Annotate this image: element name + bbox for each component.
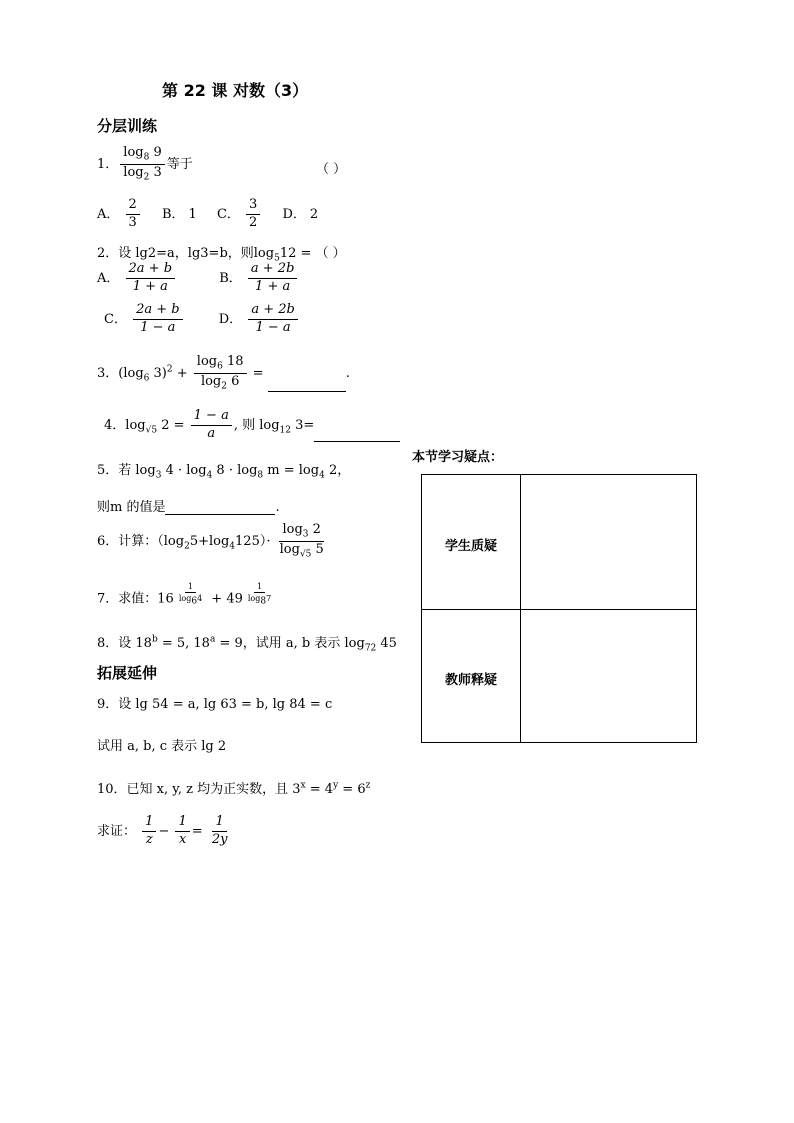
question-6: 6．计算：$(\log_25+\log_4125)\cdot$ $\frac{\log_3 2}{\log_{√5} 5}$ — [97, 522, 324, 560]
section-heading-doubts: 本节学习疑点： — [412, 450, 504, 465]
label-teacher-answers: 教师释疑 — [444, 673, 497, 688]
q1-answer-paren: （ ） — [316, 162, 347, 177]
student-questions-cell[interactable] — [521, 475, 696, 609]
q5-line2: 则m 的值是 . — [97, 500, 280, 515]
question-2: 2．设 lg2=a，lg3=b，则$\log_512$ = （ ） — [97, 246, 346, 264]
doubts-table — [421, 474, 697, 743]
question-8: 8．设 $18^b = 5$, $18^a = 9$，试用 a, b 表示 $\log_{72} 45$ — [97, 634, 397, 654]
question-9: 9．设 lg 54 = a, lg 63 = b, lg 84 = c — [97, 697, 333, 712]
section-heading-layered: 分层训练 — [97, 117, 158, 135]
q2-options-cd: C． $\frac{2a + b}{1 - a}$ D． $\frac{a + 2b}{1 - a}$ — [104, 303, 300, 336]
q10-prove: 求证： $\frac{1}{z}$ − $\frac{1}{x}$ = $\frac{1}{2y}$ — [97, 814, 228, 847]
q2-options-ab: A． $\frac{2a + b}{1 + a}$ B． $\frac{a + 2b}{1 + a}$ — [97, 262, 299, 295]
label-student-questions: 学生质疑 — [444, 539, 497, 554]
q4-answer-blank[interactable] — [314, 429, 400, 442]
q5-answer-blank[interactable] — [165, 502, 275, 515]
question-4: 4．$\log_{√5} 2$ = $\frac{1 - a}{a}$ , 则 $\log_{12} 3=$ — [104, 409, 400, 442]
question-5: 5．若 $\log_3 4 \cdot \log_4 8 \cdot \log_8 m = \log_4 2$， — [97, 463, 351, 481]
teacher-answers-cell[interactable] — [521, 610, 696, 742]
question-7: 7．求值：16 $^{\frac{1}{\log_64}}$ + 49 $^{\frac{1}{\log_87}}$ — [97, 582, 272, 607]
question-3: 3．($\log_6$ 3)$^2$ + $\frac{\log_6 18}{\log_2 6}$ = . — [97, 354, 350, 392]
section-heading-extension: 拓展延伸 — [97, 664, 158, 682]
q1-options: A． $\frac{2}{3}$ B． 1 C． $\frac{3}{2}$ D． 2 — [97, 197, 319, 230]
q3-answer-blank[interactable] — [268, 379, 346, 392]
question-1 — [97, 146, 193, 183]
q1-fraction: $\frac{\log_8 9}{\log_2 3}$ — [120, 146, 164, 183]
page-title: 第 22 课 对数（3） — [162, 81, 309, 100]
q9-line2: 试用 a, b, c 表示 lg 2 — [97, 739, 227, 754]
q1-number: 1． — [97, 156, 119, 172]
question-10: 10．已知 x, y, z 均为正实数，且 $3^x = 4^y = 6^z$ — [97, 780, 371, 797]
q1-tail: 等于 — [166, 156, 193, 172]
